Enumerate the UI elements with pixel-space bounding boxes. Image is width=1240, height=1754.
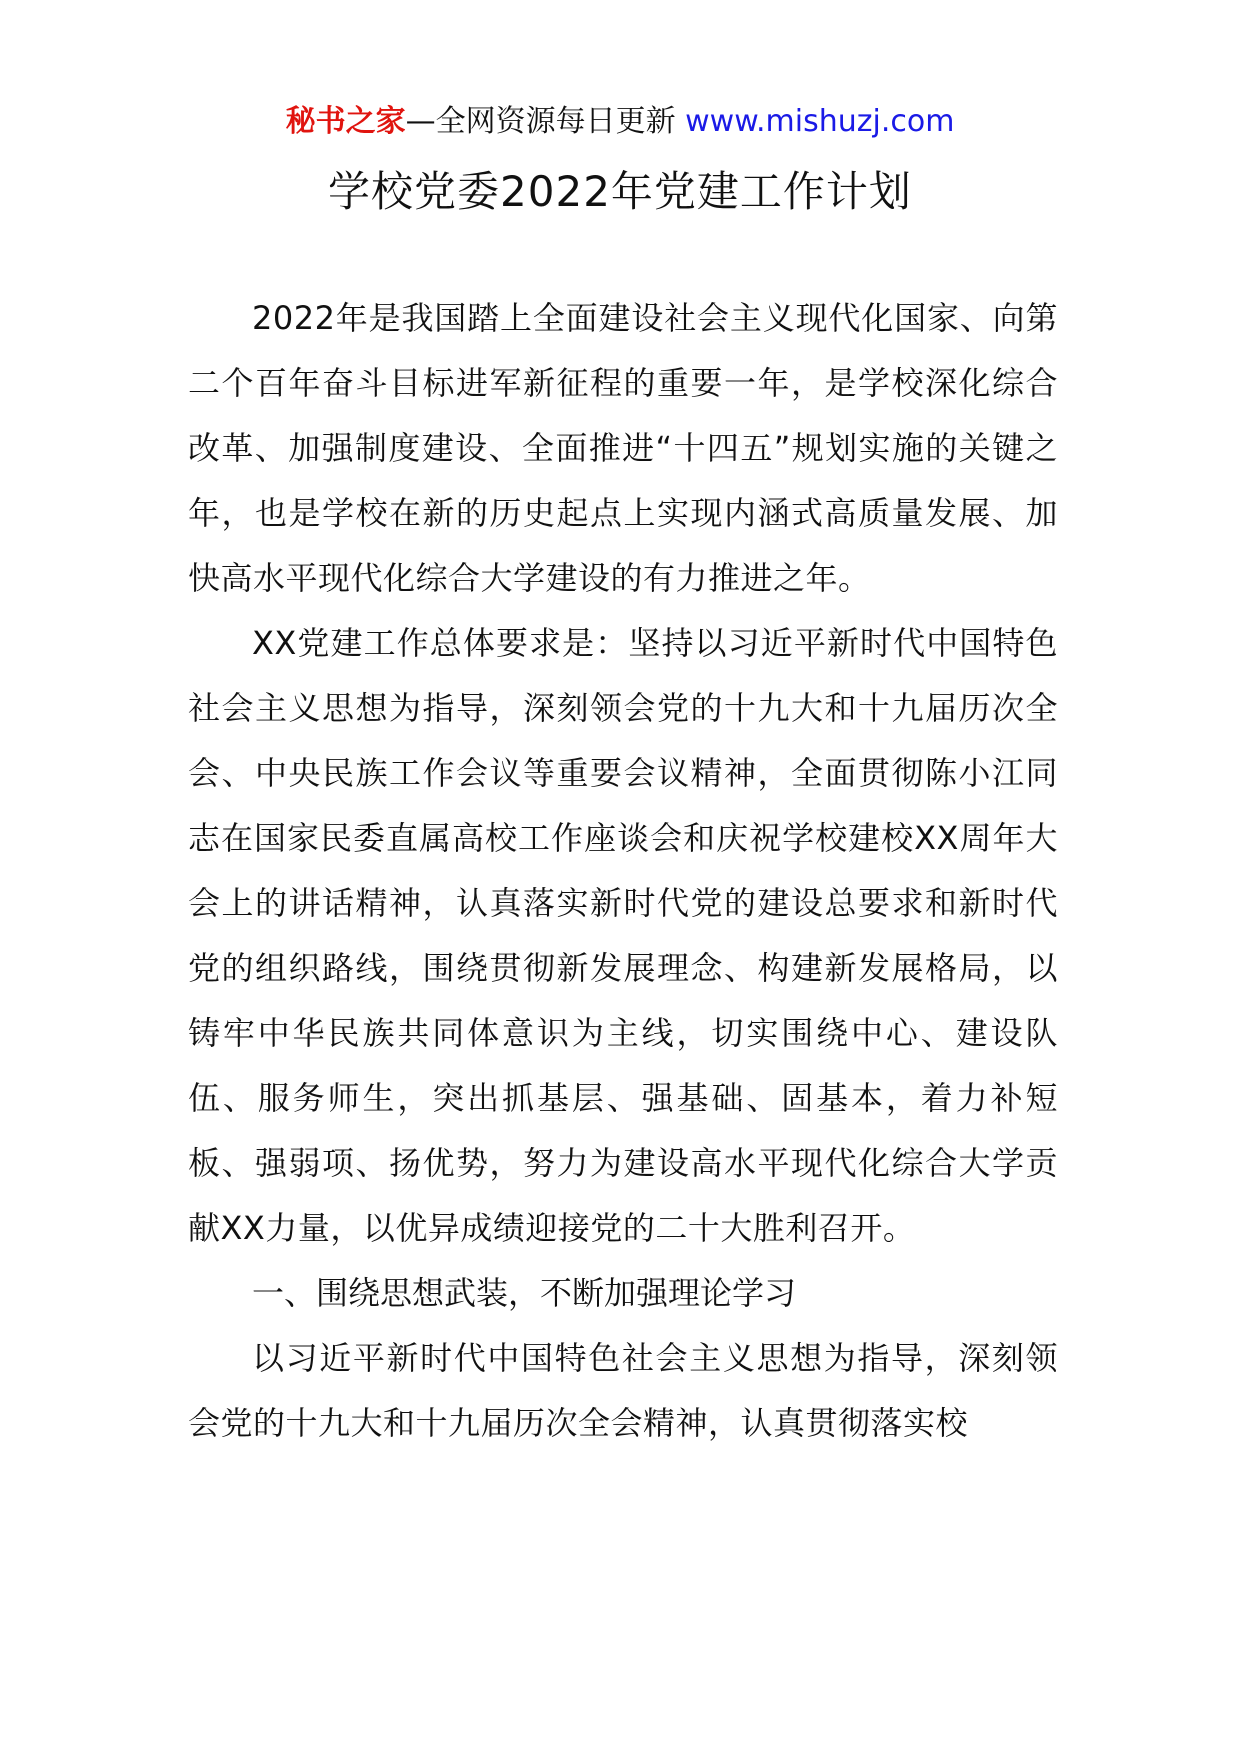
- brand-name: 秘书之家: [285, 104, 406, 139]
- intro-paragraph: 2022年是我国踏上全面建设社会主义现代化国家、向第二个百年奋斗目标进军新征程的重要一年，是学校深化综合改革、加强制度建设、全面推进“十四五”规划实施的关键之年，也是学校在新的历史起点上实现内涵式高质量发展、加快高水平现代化综合大学建设的有力推进之年。: [188, 299, 1058, 597]
- section-1-paragraph: 以习近平新时代中国特色社会主义思想为指导，深刻领会党的十九大和十九届历次全会精神，认真贯彻落实校: [188, 1339, 1058, 1442]
- document-body: [188, 286, 1058, 1456]
- site-url-link[interactable]: www.mishuzj.com: [685, 104, 955, 139]
- document-title: 学校党委2022年党建工作计划: [328, 167, 912, 216]
- watermark-header: [0, 100, 1240, 144]
- section-heading-1: 一、围绕思想武装，不断加强理论学习: [252, 1274, 797, 1312]
- header-tagline: —全网资源每日更新: [405, 104, 676, 139]
- requirements-paragraph: XX党建工作总体要求是：坚持以习近平新时代中国特色社会主义思想为指导，深刻领会党的十九大和十九届历次全会、中央民族工作会议等重要会议精神，全面贯彻陈小江同志在国家民委直属高校工作座谈会和庆祝学校建校XX周年大会上的讲话精神，认真落实新时代党的建设总要求和新时代党的组织路线，围绕贯彻新发展理念、构建新发展格局，以铸牢中华民族共同体意识为主线，切实围绕中心、建设队伍、服务师生，突出抓基层、强基础、固基本，着力补短板、强弱项、扬优势，努力为建设高水平现代化综合大学贡献XX力量，以优异成绩迎接党的二十大胜利召开。: [188, 624, 1058, 1247]
